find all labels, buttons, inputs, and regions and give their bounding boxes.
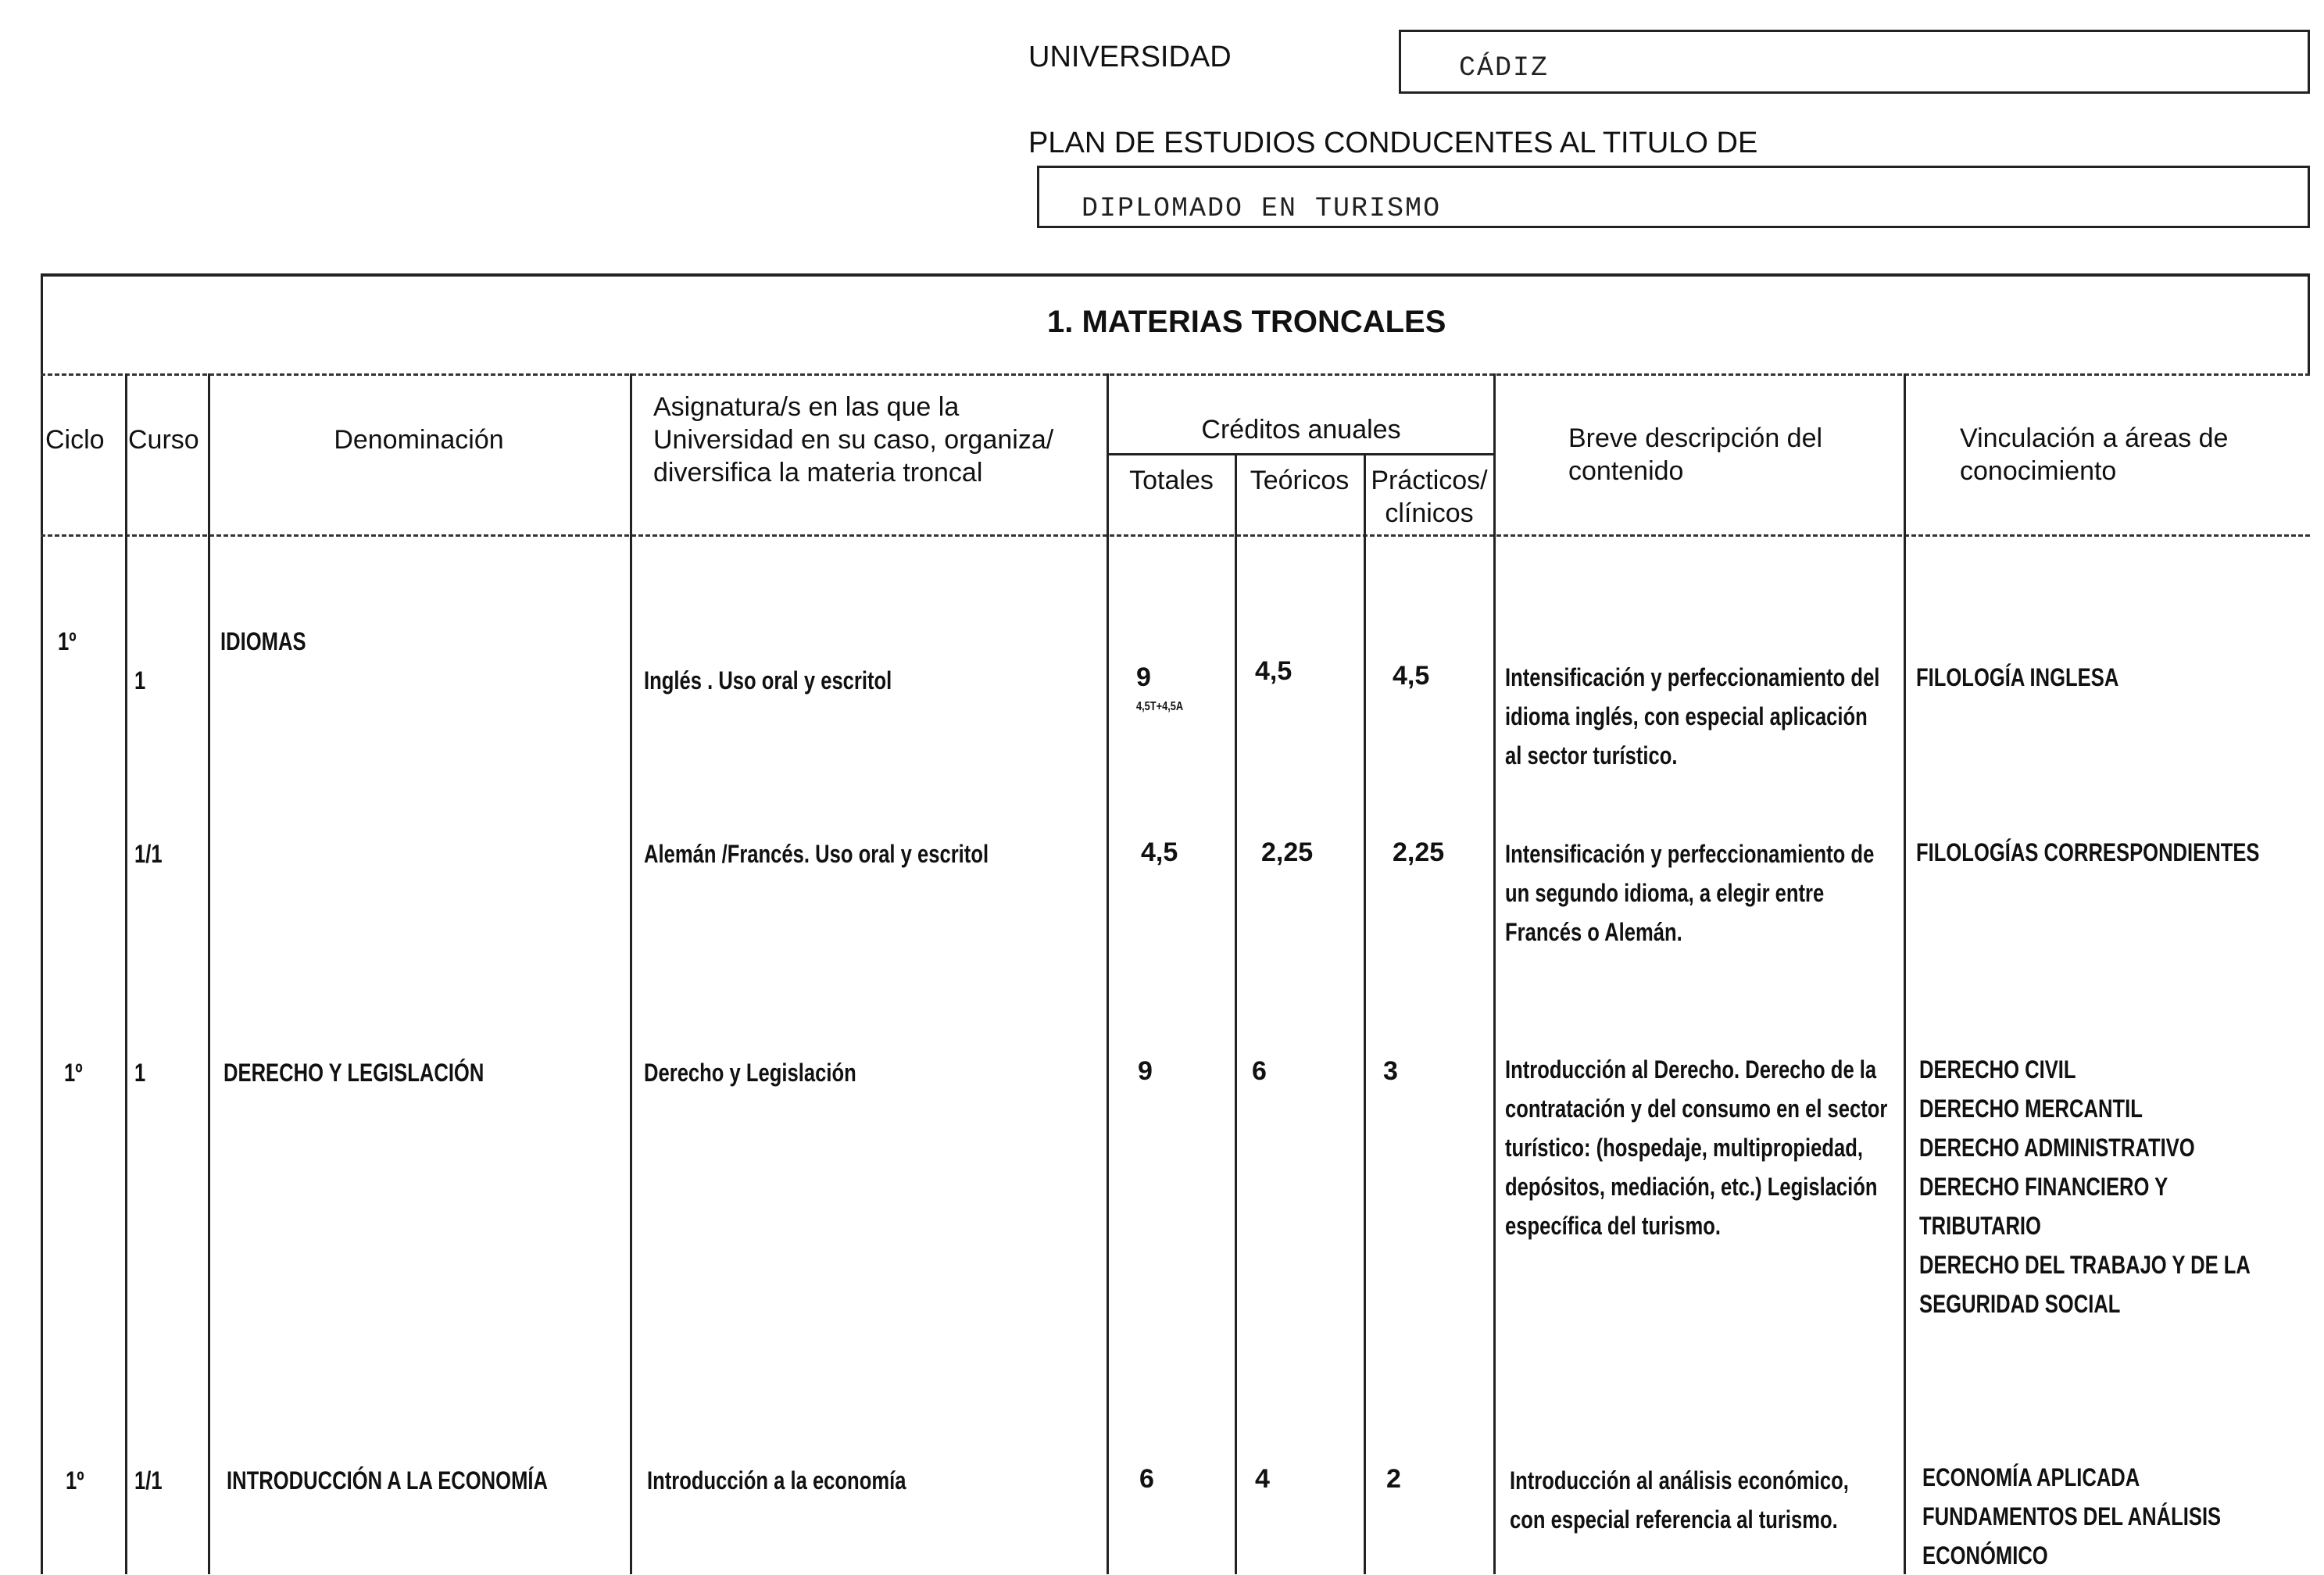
col-header-descripcion: Breve descripción del contenido [1568, 423, 1823, 486]
cell-vinculacion: ECONOMÍA APLICADA FUNDAMENTOS DEL ANÁLISIS ECONÓMICO [1922, 1463, 2222, 1570]
plan-value: DIPLOMADO EN TURISMO [1082, 193, 1442, 224]
plan-field [1037, 166, 2310, 228]
cell-asignatura: Inglés . Uso oral y escritol [644, 666, 892, 695]
cell-denominacion: INTRODUCCIÓN A LA ECONOMÍA [227, 1466, 548, 1495]
col-header-creditos: Créditos anuales [1201, 415, 1401, 445]
cell-asignatura: Derecho y Legislación [644, 1059, 856, 1087]
cell-descripcion: Introducción al análisis económico, con especial referencia al turismo. [1510, 1466, 1849, 1534]
col-header-teoricos: Teóricos [1250, 466, 1350, 495]
header-separator [41, 534, 2310, 537]
cell-teoricos: 6 [1252, 1056, 1267, 1086]
cell-vinculacion: DERECHO CIVIL DERECHO MERCANTIL DERECHO ADMINISTRATIVO DERECHO FINANCIERO Y TRIBUTARIO DERECHO DEL TRABAJO Y DE LA SEGURIDAD SOCIAL [1919, 1055, 2250, 1318]
cell-totales: 4,5 [1141, 838, 1178, 867]
cell-ciclo: 1º [64, 1059, 83, 1087]
university-field [1399, 30, 2310, 94]
cell-curso: 1/1 [134, 1466, 163, 1495]
table-right-border [2308, 273, 2310, 375]
cell-teoricos: 4,5 [1255, 656, 1293, 686]
cell-curso: 1 [134, 1059, 146, 1087]
cell-totales-note: 4,5T+4,5A [1136, 700, 1184, 713]
cell-denominacion: IDIOMAS [220, 627, 306, 655]
col-line [1904, 373, 1906, 1574]
col-header-practicos: Prácticos/ clínicos [1371, 466, 1488, 528]
cell-curso: 1 [134, 666, 146, 695]
cell-vinculacion: FILOLOGÍAS CORRESPONDIENTES [1916, 838, 2260, 866]
plan-label: PLAN DE ESTUDIOS CONDUCENTES AL TITULO DE [1028, 127, 1758, 159]
cell-ciclo: 1º [58, 627, 77, 655]
col-header-asignatura: Asignatura/s en las que la Universidad en su caso, organiza/ diversifica la materia troncal [653, 392, 1054, 488]
col-header-totales: Totales [1129, 466, 1214, 495]
university-label: UNIVERSIDAD [1028, 41, 1232, 73]
col-line [1493, 373, 1496, 1574]
university-value: CÁDIZ [1459, 52, 1550, 84]
cell-descripcion: Intensificación y perfeccionamiento de un segundo idioma, a elegir entre Francés o Alemán. [1505, 840, 1875, 946]
cell-descripcion: Introducción al Derecho. Derecho de la contratación y del consumo en el sector turístico: (hospedaje, multipropiedad, depósitos, mediación, etc.) Legislación específica del turismo. [1505, 1055, 1888, 1240]
col-header-ciclo: Ciclo [45, 425, 105, 455]
cell-totales: 9 [1138, 1056, 1153, 1086]
cell-totales: 6 [1139, 1464, 1154, 1494]
cell-vinculacion: FILOLOGÍA INGLESA [1916, 663, 2119, 691]
col-header-vinculacion: Vinculación a áreas de conocimiento [1960, 423, 2229, 486]
cell-totales: 9 [1136, 662, 1151, 692]
cell-practicos: 4,5 [1393, 661, 1430, 691]
creditos-separator [1108, 453, 1495, 455]
cell-asignatura: Alemán /Francés. Uso oral y escritol [644, 840, 989, 868]
col-line [1364, 453, 1366, 1574]
cell-ciclo: 1º [66, 1466, 84, 1495]
col-line [1235, 453, 1237, 1574]
table-left-border [41, 273, 43, 1574]
cell-practicos: 3 [1383, 1056, 1398, 1086]
title-separator [41, 373, 2310, 376]
cell-descripcion: Intensificación y perfeccionamiento del idioma inglés, con especial aplicación al sector turístico. [1505, 663, 1880, 770]
cell-practicos: 2,25 [1393, 838, 1445, 867]
table-top-border [41, 273, 2310, 277]
col-line [630, 373, 632, 1574]
cell-denominacion: DERECHO Y LEGISLACIÓN [223, 1059, 484, 1087]
col-header-curso: Curso [128, 425, 199, 455]
cell-teoricos: 2,25 [1261, 838, 1314, 867]
cell-practicos: 2 [1386, 1464, 1401, 1494]
cell-teoricos: 4 [1255, 1464, 1270, 1494]
col-line [208, 373, 210, 1574]
table-title: 1. MATERIAS TRONCALES [1047, 305, 1446, 339]
col-line [1107, 373, 1109, 1574]
cell-curso: 1/1 [134, 840, 163, 868]
col-header-denominacion: Denominación [334, 425, 504, 455]
col-line [125, 373, 127, 1574]
cell-asignatura: Introducción a la economía [647, 1466, 906, 1495]
